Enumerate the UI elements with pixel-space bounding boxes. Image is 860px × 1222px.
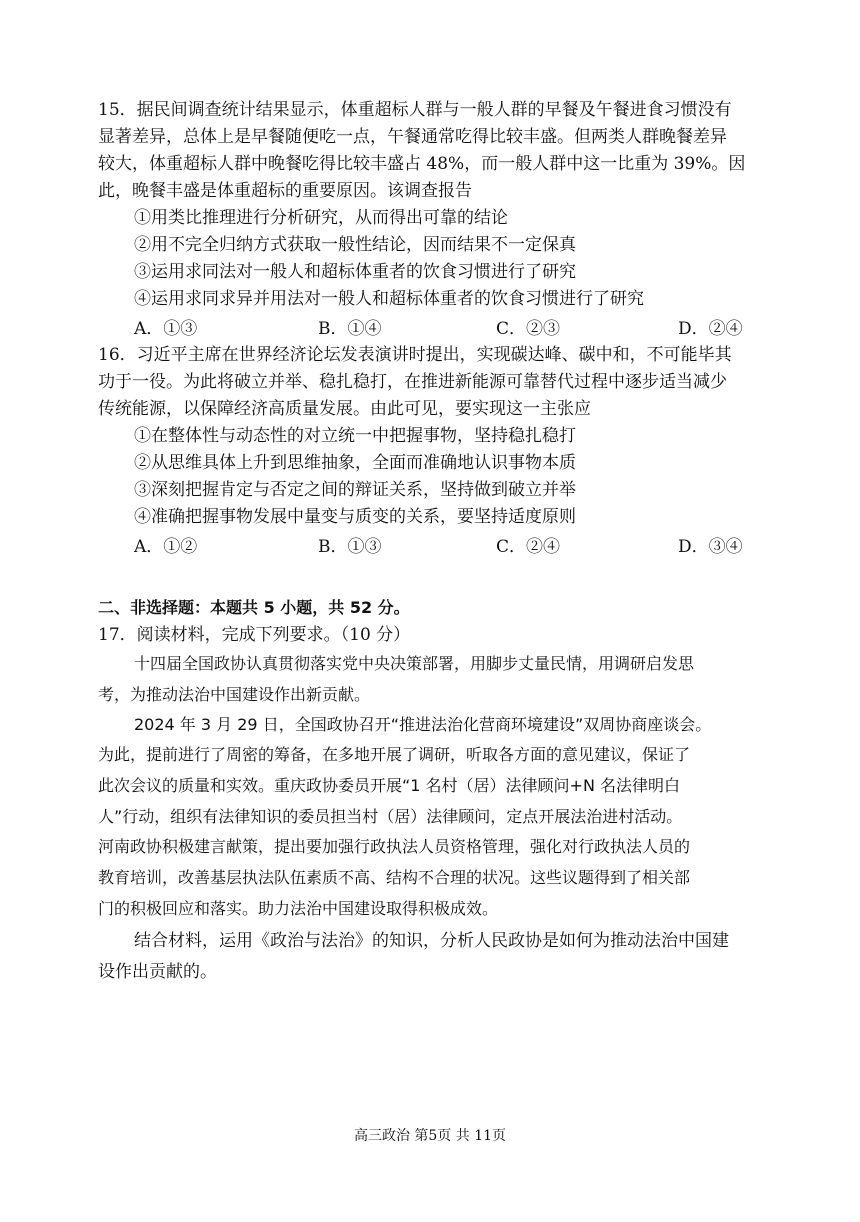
section-heading: 二、非选择题：本题共 5 小题，共 52 分。 bbox=[98, 598, 410, 617]
q16-choice-d: D．③④ bbox=[678, 537, 743, 557]
page-footer: 高三政治 第5页 共 11页 bbox=[353, 1128, 507, 1144]
q15-choice-c: C．②③ bbox=[496, 319, 561, 339]
q15-stem-line: 15．据民间调查统计结果显示，体重超标人群与一般人群的早餐及午餐进食习惯没有 bbox=[98, 100, 732, 120]
q16-option-4: ④准确把握事物发展中量变与质变的关系，要坚持适度原则 bbox=[134, 507, 576, 527]
q16-choice-c: C．②④ bbox=[496, 537, 561, 557]
q16-option-3: ③深刻把握肯定与否定之间的辩证关系，坚持做到破立并举 bbox=[134, 480, 576, 500]
q17-material-line: 为此，提前进行了周密的筹备，在多地开展了调研，听取各方面的意见建议，保证了 bbox=[98, 745, 691, 764]
q17-material-line: 门的积极回应和落实。助力法治中国建设取得积极成效。 bbox=[98, 899, 499, 918]
q16-choice-b: B．①③ bbox=[318, 537, 382, 557]
q15-stem-line: 显著差异，总体上是早餐随便吃一点，午餐通常吃得比较丰盛。但两类人群晚餐差异 bbox=[98, 127, 727, 147]
q15-option-2: ②用不完全归纳方式获取一般性结论，因而结果不一定保真 bbox=[134, 235, 576, 255]
q16-stem-line: 16．习近平主席在世界经济论坛发表演讲时提出，实现碳达峰、碳中和，不可能毕其 bbox=[98, 345, 732, 365]
q17-material-line: 人”行动，组织有法律知识的委员担当村（居）法律顾问，定点开展法治进村活动。 bbox=[98, 807, 683, 826]
q15-option-3: ③运用求同法对一般人和超标体重者的饮食习惯进行了研究 bbox=[134, 262, 576, 282]
q17-material-line: 2024 年 3 月 29 日，全国政协召开“推进法治化营商环境建设”双周协商座谈会。 bbox=[134, 715, 712, 734]
q15-choice-a: A．①③ bbox=[134, 319, 198, 339]
q15-stem-line: 较大，体重超标人群中晚餐吃得比较丰盛占 48%，而一般人群中这一比重为 39%。因 bbox=[98, 154, 746, 174]
q17-material-line: 河南政协积极建言献策，提出要加强行政执法人员资格管理，强化对行政执法人员的 bbox=[98, 837, 691, 856]
q17-material-line: 教育培训，改善基层执法队伍素质不高、结构不合理的状况。这些议题得到了相关部 bbox=[98, 868, 691, 887]
q17-task-line: 结合材料，运用《政治与法治》的知识，分析人民政协是如何为推动法治中国建 bbox=[134, 931, 729, 951]
q15-stem-line: 此，晚餐丰盛是体重超标的重要原因。该调查报告 bbox=[98, 181, 472, 201]
q17-material-line: 此次会议的质量和实效。重庆政协委员开展“1 名村（居）法律顾问+N 名法律明白 bbox=[98, 776, 681, 795]
q16-stem-line: 功于一役。为此将破立并举、稳扎稳打，在推进新能源可靠替代过程中逐步适当减少 bbox=[98, 372, 727, 392]
q17-stem: 17．阅读材料，完成下列要求。（10 分） bbox=[98, 625, 411, 645]
q17-material-line: 十四届全国政协认真贯彻落实党中央决策部署，用脚步丈量民情，用调研启发思 bbox=[134, 654, 695, 673]
q16-option-1: ①在整体性与动态性的对立统一中把握事物，坚持稳扎稳打 bbox=[134, 426, 576, 446]
q16-option-2: ②从思维具体上升到思维抽象，全面而准确地认识事物本质 bbox=[134, 453, 576, 473]
q15-choice-b: B．①④ bbox=[318, 319, 382, 339]
q17-material-line: 考，为推动法治中国建设作出新贡献。 bbox=[98, 685, 371, 704]
q16-choice-a: A．①② bbox=[134, 537, 198, 557]
q15-choices bbox=[134, 318, 774, 340]
q17-task-line: 设作出贡献的。 bbox=[98, 962, 217, 982]
q15-option-4: ④运用求同求异并用法对一般人和超标体重者的饮食习惯进行了研究 bbox=[134, 289, 644, 309]
q16-choices bbox=[134, 536, 774, 558]
q16-stem-line: 传统能源，以保障经济高质量发展。由此可见，要实现这一主张应 bbox=[98, 399, 591, 419]
q15-option-1: ①用类比推理进行分析研究，从而得出可靠的结论 bbox=[134, 208, 508, 228]
q15-choice-d: D．②④ bbox=[678, 319, 743, 339]
